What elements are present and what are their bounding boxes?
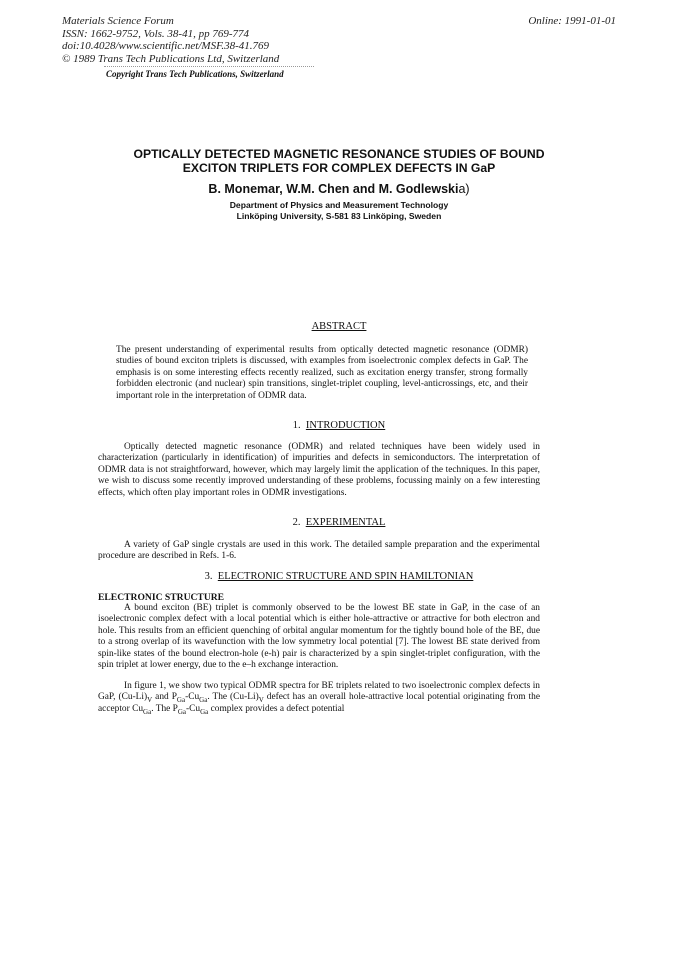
author-footnote-mark: a) bbox=[458, 182, 470, 196]
section-number: 2. bbox=[292, 517, 301, 528]
electronic-structure-text-1: A bound exciton (BE) triplet is commonly observed to be the lowest BE state in GaP, in the case of an isoelectronic complex defect with a local potential which is either hole-attractive or attractive for both electron and hole. This results from an efficient quenching of orbital angular momentum for the tightly bound hole of the BE, due to a strong overlap of its wavefunction with the low symmetry local potential [7]. The lowest BE state derived from spin-like states of the bound electron-hole (e-h) pair is characterized by a spin singlet-triplet configuration, with the spin triplet at lower energy, due to the e–h exchange interaction. bbox=[98, 603, 540, 671]
introduction-text: Optically detected magnetic resonance (ODMR) and related techniques have been widely used in characterization (particularly in identification) of impurities and defects in semiconductors. The interpretation of ODMR data is not straightforward, however, which may largely limit the application of the techniques. In this paper, we wish to discuss some recently improved understanding of these problems, focussing mainly on a few interesting effects, which often play important roles in ODMR investigations. bbox=[98, 442, 540, 498]
affiliation-line-2: Linköping University, S-581 83 Linköping, Sweden bbox=[236, 210, 442, 221]
section-heading-electronic-structure bbox=[60, 571, 618, 582]
section-heading-introduction bbox=[60, 420, 618, 431]
author-list bbox=[60, 182, 618, 196]
title-line-1: OPTICALLY DETECTED MAGNETIC RESONANCE STUDIES OF BOUND bbox=[133, 147, 545, 161]
header-divider bbox=[104, 66, 314, 67]
experimental-text: A variety of GaP single crystals are used in this work. The detailed sample preparation and the experimental procedure are described in Refs. 1-6. bbox=[98, 540, 540, 562]
affiliation-line-1: Department of Physics and Measurement Technology bbox=[229, 200, 449, 210]
journal-metadata bbox=[62, 15, 279, 65]
section-title: ELECTRONIC STRUCTURE AND SPIN HAMILTONIAN bbox=[217, 571, 474, 582]
copyright-line: © 1989 Trans Tech Publications Ltd, Switzerland bbox=[62, 52, 280, 65]
authors-text: B. Monemar, W.M. Chen and M. Godlewski bbox=[208, 182, 459, 196]
paper-title bbox=[60, 147, 618, 175]
abstract-heading: ABSTRACT bbox=[311, 321, 367, 332]
subheading-electronic-structure: ELECTRONIC STRUCTURE bbox=[98, 592, 225, 603]
electronic-structure-text-2: In figure 1, we show two typical ODMR spectra for BE triplets related to two isoelectronic complex defects in GaP, $(Cu-Li)_V$ and $P_{Ga}-Cu_{Ga}$. The $(Cu-Li)_V$ defect has an overall hole-attractive local potential originating from the acceptor $Cu_{Ga}$. The $P_{Ga}-Cu_{Ga}$ complex provides a defect potential bbox=[98, 681, 541, 716]
section-heading-experimental bbox=[60, 517, 618, 528]
section-title: INTRODUCTION bbox=[305, 420, 386, 431]
journal-name: Materials Science Forum bbox=[62, 15, 174, 27]
abstract-text: The present understanding of experimental results from optically detected magnetic resonance (ODMR) studies of bound exciton triplets is discussed, with examples from isoelectronic complex defects in GaP. The emphasis is on some interesting effects recently realized, such as excitation energy transfer, strong formally forbidden electronic (and nuclear) spin transitions, singlet-triplet coupling, level-anticrossings, etc, and their important role in the interpretation of ODMR data. bbox=[116, 345, 528, 401]
section-number: 3. bbox=[204, 571, 213, 582]
issn-line: ISSN: 1662-9752, Vols. 38-41, pp 769-774 bbox=[62, 27, 249, 40]
online-date: Online: 1991-01-01 bbox=[528, 15, 616, 27]
affiliation bbox=[60, 200, 618, 221]
title-line-2: EXCITON TRIPLETS FOR COMPLEX DEFECTS IN GaP bbox=[182, 161, 496, 175]
print-copyright: Copyright Trans Tech Publications, Switzerland bbox=[106, 69, 284, 79]
doi-line: doi:10.4028/www.scientific.net/MSF.38-41.769 bbox=[62, 40, 270, 52]
section-number: 1. bbox=[292, 420, 301, 431]
section-title: EXPERIMENTAL bbox=[305, 517, 386, 528]
